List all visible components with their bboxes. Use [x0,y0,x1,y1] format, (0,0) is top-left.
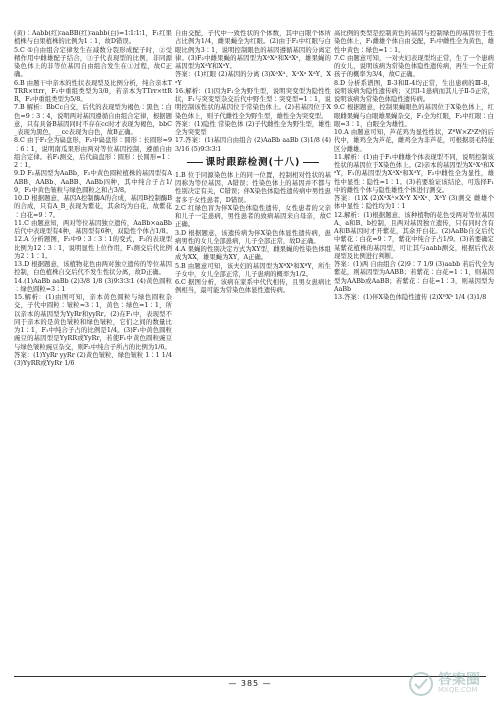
answer-paragraph: 自由交配，子代中一致性状的个体数，其中白眼个体所占比例为1/4，雌果蝇全为红眼。(2)由于F₂中红眼与白眼比例为3∶1，说明控制眼色的基因遵循基因的分离定律。(3)F₂中雌果蝇的基因型为XᴬXᴬ和XᴬXᵃ，雄果蝇的基因型为XᴬY和XᵃY。 [175,30,331,70]
answer-paragraph: 6.C 据图分析，该病在家系中代代相传，且男女患病比例相当，最可能为常染色体显性遗传病。 [175,279,331,295]
answer-paragraph: 6.B 由题干中亲本的性状表现型及比例分析，纯合亲本TTRR×ttrr，F₂中重组类型为3/8，若亲本为TTrr×ttRR，F₂中重组类型为5/8。 [14,79,172,103]
answer-paragraph: 10.D 根据题意，基因A控制酶A的合成，基因B控制酶B的合成，只有A_B_表现为紫花，其余均为白花，故紫花∶白花=9∶7。 [14,195,172,219]
watermark-logo [408,669,494,699]
answer-paragraph: 2.C 红绿色盲为伴X染色体隐性遗传，女性患者的父亲和儿子一定患病，男性患者的致病基因来自母亲，故C正确。 [175,204,331,229]
heading-rule-left [187,162,203,163]
answer-paragraph: 15.解析：(1)由图可知，亲本黄色圆粒与绿色圆粒杂交，子代中圆粒∶皱粒=3∶1，黄色∶绿色=1∶1，所以亲本的基因型为YyRr和yyRr。(2)在F₁中，表现型不同于亲本的是黄色皱粒和绿色皱粒，它们之间的数量比为1∶1，F₁中纯合子占的比例是1/4。(3)F₁中黄色圆粒豌豆的基因型是YyRR或YyRr，若使F₁中黄色圆粒豌豆与绿色皱粒豌豆杂交，则F₂中纯合子所占的比例为1/6。 [14,294,172,351]
answer-paragraph: 11.解析：(1)由于F₁中雌雄个体表现型不同，说明控制该性状的基因位于X染色体上。(2)亲本的基因型为XᴬXᴬ和XᵃY，F₁的基因型为XᴬXᵃ和XᴬY，F₂中雌性全为显性，雄性中显性∶隐性=1∶1。(3)若要验证该结论，可选择F₁中的雌性个体与隐性雄性个体进行测交。 [334,153,494,194]
watermark-title: 答案圈 [438,672,480,688]
answer-paragraph: 17.答案：(1)基因自由组合 (2)AaBb aaBb (3)1/8 (4)3/16 (5)9∶3∶3∶1 [175,137,331,153]
answer-paragraph: 7.B 解析：BbCc自交，后代的表现型为褐色∶黑色∶白色=9∶3∶4，说明两对基因遵循自由组合定律，根据题意，只有具备B基因同时不存在cc时才表现为褐色，bbC_表现为黑色，__cc表现为白色，故B正确。 [14,104,172,136]
answer-paragraph: 13.答案：(1)伴X染色体隐性遗传 (2)XᴮXᵇ 1/4 (3)1/8 [334,294,487,301]
answer-paragraph: 5.B 由题意可知，该夫妇的基因型为XᴮXᵇ和XᴮY，所生子女中，女儿全部正常，儿子患病的概率为1/2。 [175,262,331,278]
answer-paragraph: 5.C ①自由组合定律发生在减数分裂形成配子时，②受精作用中雌雄配子结合，③子代表现型的比例，非同源染色体上的非等位基因自由组合发生在①过程，故C正确。 [14,46,172,79]
answer-paragraph: 答案：(1)隐性 常染色体 (2)子代雌性全为野生型，雄性全为突变型 [175,120,331,136]
column-middle [175,30,331,674]
answer-paragraph: 高比例的类型是控制黄色的基因与控制绿色的基因位于性染色体上，F₁雌雄个体自由交配，F₂中雌性全为黄色，雄性中黄色∶绿色=1∶1。 [334,30,494,54]
answer-paragraph: 11.C 由题意知，两对等位基因独立遗传，AaBb×aaBb后代中表现型有4种，基因型有6种，双隐性个体占1/8。 [14,219,172,235]
answer-paragraph: 9.C 根据题意，控制果蝇眼色的基因位于X染色体上，红眼雌果蝇与白眼雄果蝇杂交，F₁全为红眼，F₂中红眼∶白眼=3∶1，白眼全为雄性。 [334,104,494,128]
column-middle-after-section [175,172,331,296]
watermark-icon [408,671,436,697]
answer-paragraph: 答案：(1)YyRr yyRr (2)黄色皱粒、绿色皱粒 1∶1 1/4 (3)YyRR或YyRr 1/6 [14,351,172,367]
answer-paragraph: 3.D 根据题意，该遗传病为伴X染色体显性遗传病，患病男性的女儿全部患病，儿子全部正常，故D正确。 [175,229,331,245]
answer-paragraph: 12.解析：(1)根据题意，该种植物的花色受两对等位基因A、a和B、b控制，且两对基因独立遗传，只有同时含有A和B基因时才开紫花，其余开白花。(2)AaBb自交后代中紫花∶白花=9∶7，紫花中纯合子占1/9。(3)若要确定某紫花植株的基因型，可让其与aabb测交，根据后代表现型及比例进行判断。 [334,211,494,260]
answer-paragraph: 12.A 分析题图，F₂中9∶3∶3∶1的变式，F₂的表现型比例为12∶3∶1，说明显性上位作用，F₁测交后代比例为2∶1∶1。 [14,236,172,260]
answer-paragraph: 答案：(1)X (2)XᴬXᴬ×XᵃY XᴬXᵃ、XᴬY (3)测交 雌雄个体中显性∶隐性均为1∶1 [334,195,494,211]
answer-paragraph: 9.D F₁基因型为AaBb，F₂中黄色圆粒植株的基因型有AABB、AABb、AaBB、AaBb四种，其中纯合子占1/9，F₂中黄色皱粒与绿色圆粒之和占3/8。 [14,170,172,194]
column-right [334,30,494,674]
answer-paragraph: 4.A 果蝇的性别决定方式为XY型，雌果蝇的性染色体组成为XX，雄果蝇为XY，A正确。 [175,246,331,262]
watermark-subtitle: MXQE.COM [438,686,478,694]
answer-paragraph: 10.A 由题意可知，芦花鸡为显性性状，ZᴮW×ZᵇZᵇ的后代中，雄鸡全为芦花，雌鸡全为非芦花，可根据羽毛特征区分雌雄。 [334,129,494,153]
section-heading [175,157,331,169]
answer-paragraph: 7.C 由题意可知，一对夫妇表现型均正常，生了一个患病的女儿，说明该病为常染色体隐性遗传病，再生一个正常孩子的概率为3/4，故C正确。 [334,54,494,79]
answer-paragraph: 8.D 分析系谱图，Ⅱ-3和Ⅱ-4均正常，生出患病的Ⅲ-8，说明该病为隐性遗传病；又因Ⅰ-1患病而其儿子Ⅱ-5正常，说明该病为常染色体隐性遗传病。 [334,79,494,103]
column-left [14,30,172,674]
answer-paragraph: 8.C 由于F₁全为扁盘形，F₂中扁盘形∶圆形∶长圆形=9∶6∶1，说明南瓜果形由两对等位基因控制，遵循自由组合定律。若F₁测交，后代扁盘形∶圆形∶长圆形=1∶2∶1。 [14,137,172,169]
answer-paragraph: (黄)∶Aabb(红)∶aaBB(红)∶aabb(白)=1∶1∶1∶1，F₁红果植株与白果植株的比例为1∶1，故D错误。 [14,30,172,46]
section-title: 课时跟踪检测(十八) [205,156,301,168]
answer-paragraph: 14.(1)AaBb aaBb (2)3/8 1/8 (3)9∶3∶3∶1 (4)黄色圆粒∶绿色圆粒=3∶1 [14,277,172,293]
page-number: — 385 — [228,679,272,688]
heading-rule-right [303,162,319,163]
answer-paragraph: 答案：(1)两 自由组合 (2)9∶7 1/9 (3)aabb 若后代全为紫花，则基因型为AABB；若紫花∶白花=1∶1，则基因型为AABb或AaBB；若紫花∶白花=1∶3，则基因型为AaBb [334,261,494,293]
answer-paragraph: 1.B 位于同源染色体上的同一位置，控制相对性状的基因称为等位基因，A错误；性染色体上的基因并不都与性别决定有关，C错误；伴X染色体隐性遗传病中男性患者多于女性患者，D错误。 [175,171,331,204]
answer-paragraph: 答案：(1)红眼 (2)基因的分离 (3)XᴬXᴬ、XᴬXᵃ XᴬY、XᵃY [175,71,331,87]
answer-paragraph: 13.D 根据题意，该植物花色由两对独立遗传的等位基因控制，白色植株自交后代不发生性状分离，故D正确。 [14,261,172,277]
answer-paragraph: 16.解析：(1)因为F₁全为野生型，说明突变型为隐性性状，F₁与突变型杂交后代中野生型∶突变型=1∶1，说明控制该性状的基因位于常染色体上。(2)若基因位于X染色体上，则子代雌性全为野生型，雄性全为突变型。 [175,87,331,120]
column-middle-before-section [175,30,331,154]
